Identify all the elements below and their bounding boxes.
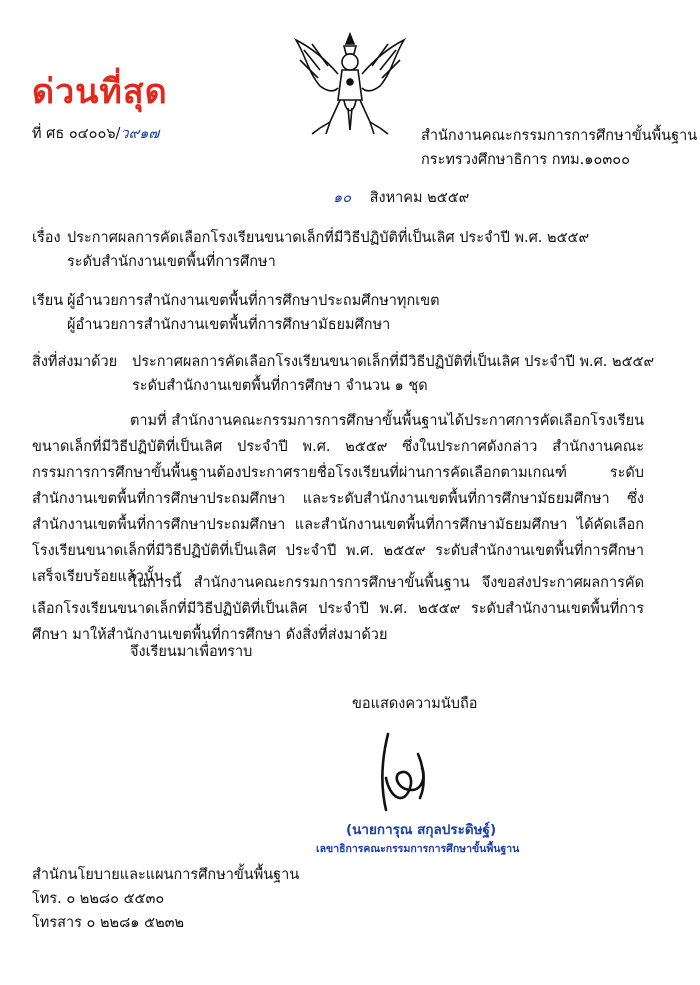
footer-unit: สำนักนโยบายและแผนการศึกษาขั้นพื้นฐาน [32, 867, 300, 883]
urgency-heading: ด่วนที่สุด [32, 72, 168, 112]
subject-line-2: ระดับสำนักงานเขตพื้นที่การศึกษา [67, 254, 276, 270]
body-paragraph-1: ตามที่ สำนักงานคณะกรรมการการศึกษาขั้นพื้นฐานได้ประกาศการคัดเลือกโรงเรียนขนาดเล็กที่มีวิธีปฏิบัติที่เป็นเลิศ ประจำปี พ.ศ. ๒๕๕๙ ซึ่งในประกาศดังกล่าว สำนักงานคณะกรรมการการศึกษาขั้นพื้นฐานต้องประกาศรายชื่อโรงเรียนที่ผ่านการคัดเลือกตามเกณฑ์ ระดับสำนักงานเขตพื้นที่การศึกษาประถมศึกษา และระดับสำนักงานเขตพื้นที่การศึกษามัธยมศึกษา ซึ่งสำนักงานเขตพื้นที่การศึกษาประถมศึกษา และสำนักงานเขตพื้นที่การศึกษามัธยมศึกษา ได้คัดเลือกโรงเรียนขนาดเล็กที่มีวิธีปฏิบัติที่เป็นเลิศ ประจำปี พ.ศ. ๒๕๕๙ ระดับสำนักงานเขตพื้นที่การศึกษา เสร็จเรียบร้อยแล้วนั้น [32, 413, 644, 585]
enclosure-line-1: ประกาศผลการคัดเลือกโรงเรียนขนาดเล็กที่มีวิธีปฏิบัติที่เป็นเลิศ ประจำปี พ.ศ. ๒๕๕๙ [132, 354, 655, 370]
footer-phone: โทร. ๐ ๒๒๘๐ ๕๕๓๐ [32, 891, 165, 907]
recipient-line-1: ผู้อำนวยการสำนักงานเขตพื้นที่การศึกษาประถมศึกษาทุกเขต [67, 293, 440, 309]
sender-office: สำนักงานคณะกรรมการการศึกษาขั้นพื้นฐาน [421, 128, 698, 144]
closing-salutation: ขอแสดงความนับถือ [352, 696, 478, 712]
body-paragraph-2: ในการนี้ สำนักงานคณะกรรมการการศึกษาขั้นพื้นฐาน จึงขอส่งประกาศผลการคัดเลือกโรงเรียนขนาดเล็กที่มีวิธีปฏิบัติที่เป็นเลิศ ประจำปี พ.ศ. ๒๕๕๙ ระดับสำนักงานเขตพื้นที่การศึกษา มาให้สำนักงานเขตพื้นที่การศึกษา ดังสิ่งที่ส่งมาด้วย [32, 575, 644, 643]
date-day: ๑๐ [333, 190, 352, 206]
enclosure-label: สิ่งที่ส่งมาด้วย [32, 354, 118, 370]
footer-fax: โทรสาร ๐ ๒๒๘๑ ๕๒๓๒ [32, 915, 185, 931]
signatory-title: เลขาธิการคณะกรรมการการศึกษาขั้นพื้นฐาน [316, 843, 520, 855]
signatory-name: (นายการุณ สกุลประดิษฐ์) [346, 822, 497, 838]
signature-mark [360, 728, 450, 818]
subject-line-1: ประกาศผลการคัดเลือกโรงเรียนขนาดเล็กที่มีวิธีปฏิบัติที่เป็นเลิศ ประจำปี พ.ศ. ๒๕๕๙ [67, 230, 590, 246]
letter-date [333, 188, 469, 208]
reference-handwritten: ว๙๑๗ [120, 126, 160, 142]
enclosure-line-2: ระดับสำนักงานเขตพื้นที่การศึกษา จำนวน ๑ ชุด [132, 378, 428, 394]
date-month-year: สิงหาคม ๒๕๕๙ [369, 190, 470, 206]
subject-label: เรื่อง [32, 230, 61, 246]
recipient-label: เรียน [32, 293, 64, 309]
reference-prefix: ที่ ศธ ๐๔๐๐๖/ [32, 126, 121, 142]
reference-number [32, 124, 159, 144]
sender-ministry: กระทรวงศึกษาธิการ กทม.๑๐๓๐๐ [421, 152, 630, 168]
recipient-line-2: ผู้อำนวยการสำนักงานเขตพื้นที่การศึกษามัธยมศึกษา [67, 317, 391, 333]
body-paragraph-3: จึงเรียนมาเพื่อทราบ [130, 644, 253, 660]
garuda-emblem-icon [290, 30, 410, 142]
